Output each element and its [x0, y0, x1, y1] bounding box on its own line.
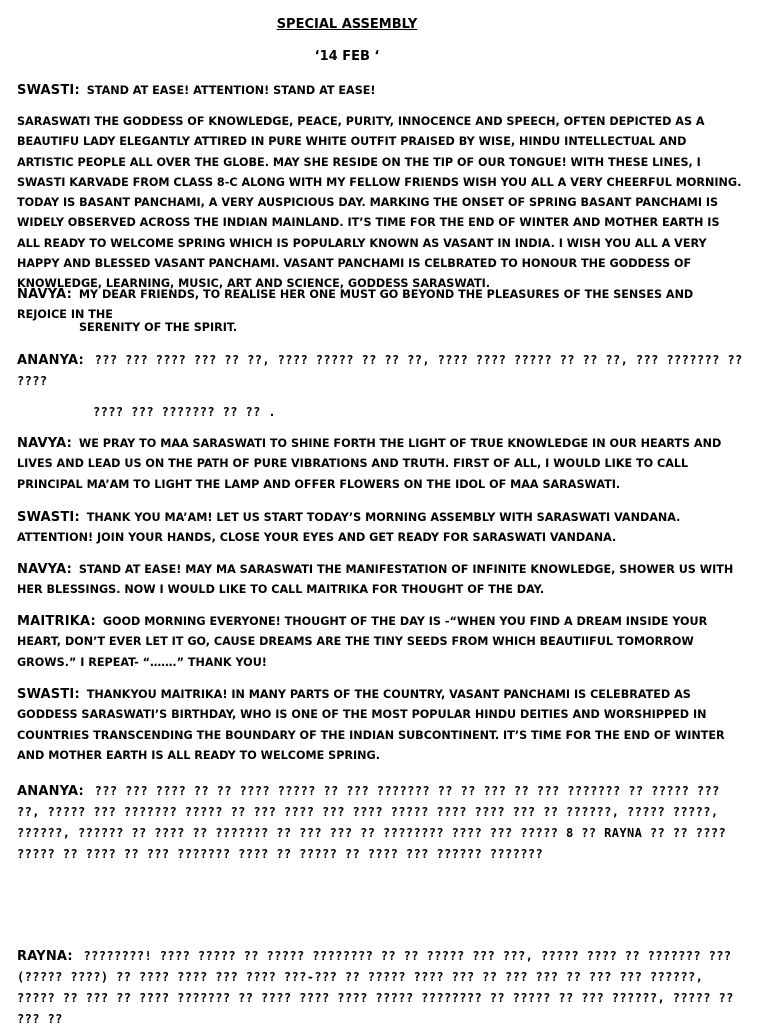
speaker-label: SWASTI:: [17, 687, 80, 702]
speaker-label: RAYNA:: [17, 949, 73, 964]
speaker-label: ANANYA:: [17, 353, 84, 368]
paragraph-intro: [17, 112, 745, 295]
paragraph-ananya-1-cont: [17, 402, 768, 423]
paragraph-text: MY DEAR FRIENDS, TO REALISE HER ONE MUST GO BEYOND THE PLEASURES OF THE SENSES AND REJOICE IN THE: [17, 288, 694, 322]
paragraph-ananya-1: [17, 350, 745, 393]
paragraph-swasti-2: [17, 508, 745, 549]
paragraph-rayna: [17, 946, 745, 1024]
paragraph-text: THANKYOU MAITRIKA! IN MANY PARTS OF THE COUNTRY, VASANT PANCHAMI IS CELEBRATED AS GODDESS SARASWATI’S BIRTHDAY, WHO IS ONE OF THE MOST POPULAR HINDU DEITIES AND WORSHIPPED IN COUNTRIES TRANSCENDING THE BOUNDARY OF THE INDIAN SUBCONTINENT. IT’S TIME FOR THE END OF WINTER AND MOTHER EARTH IS ALL READY TO WELCOME SPRING.: [17, 688, 725, 762]
paragraph-text: THANK YOU MA’AM! LET US START TODAY’S MORNING ASSEMBLY WITH SARASWATI VANDANA. ATTENTION! JOIN YOUR HANDS, CLOSE YOUR EYES AND GET READY FOR SARASWATI VANDANA.: [17, 511, 681, 545]
paragraph-swasti-3: [17, 685, 745, 766]
document-title: SPECIAL ASSEMBLY: [276, 17, 418, 32]
paragraph-ananya-2: [17, 781, 745, 865]
speaker-label: SWASTI:: [17, 510, 80, 525]
speaker-label: ANANYA:: [17, 784, 84, 799]
paragraph-text: ???? ??? ??????? ?? ?? .: [93, 405, 276, 419]
speaker-label: SWASTI:: [17, 83, 80, 98]
paragraph-text: STAND AT EASE! ATTENTION! STAND AT EASE!: [82, 84, 376, 97]
paragraph-navya-1-cont: [17, 318, 768, 338]
paragraph-text: GOOD MORNING EVERYONE! THOUGHT OF THE DAY IS -“WHEN YOU FIND A DREAM INSIDE YOUR HEART, DON’T EVER LET IT GO, CAUSE DREAMS ARE THE TINY SEEDS FROM WHICH BEAUTIIFUL TOMORROW GROWS.” I REPEAT- “…….” THANK YOU!: [17, 615, 708, 669]
paragraph-maitrika: [17, 612, 745, 673]
paragraph-navya-2: [17, 434, 745, 495]
document-date: ‘14 FEB ‘: [314, 49, 380, 64]
speaker-label: NAVYA:: [17, 287, 72, 302]
paragraph-text: ??? ??? ???? ?? ?? ???? ????? ?? ??? ??????? ?? ?? ??? ?? ??? ??????? ?? ????? ??? ??, ????? ??? ??????? ????? ?? ??? ???? ??? ???? ????? ???? ???? ??? ?? ??????, ????? ?????, ??????, ?????? ?? ???? ?? ??????? ?? ??? ??? ?? ???????? ???? ??? ????? 8 ?? RAYNA ?? ?? ???? ????? ?? ???? ?? ??? ??????? ???? ?? ????? ?? ???? ??? ?????? ???????: [17, 784, 727, 861]
speaker-label: MAITRIKA:: [17, 614, 96, 629]
paragraph-text: WE PRAY TO MAA SARASWATI TO SHINE FORTH THE LIGHT OF TRUE KNOWLEDGE IN OUR HEARTS AND LIVES AND LEAD US ON THE PATH OF PURE VIBRATIONS AND TRUTH. FIRST OF ALL, I WOULD LIKE TO CALL PRINCIPAL MA’AM TO LIGHT THE LAMP AND OFFER FLOWERS ON THE IDOL OF MAA SARASWATI.: [17, 437, 722, 491]
paragraph-text: STAND AT EASE! MAY MA SARASWATI THE MANIFESTATION OF INFINITE KNOWLEDGE, SHOWER US WITH HER BLESSINGS. NOW I WOULD LIKE TO CALL MAITRIKA FOR THOUGHT OF THE DAY.: [17, 563, 734, 597]
paragraph-text: SARASWATI THE GODDESS OF KNOWLEDGE, PEACE, PURITY, INNOCENCE AND SPEECH, OFTEN DEPICTED AS A BEAUTIFU LADY ELEGANTLY ATTIRED IN PURE WHITE OUTFIT PRAISED BY WISE, HINDU INTELLECTUAL AND ARTISTIC PEOPLE ALL OVER THE GLOBE. MAY SHE RESIDE ON THE TIP OF OUR TONGUE! WITH THESE LINES, I SWASTI KARVADE FROM CLASS 8-C ALONG WITH MY FELLOW FRIENDS WISH YOU ALL A VERY CHEERFUL MORNING. TODAY IS BASANT PANCHAMI, A VERY AUSPICIOUS DAY. MARKING THE ONSET OF SPRING BASANT PANCHAMI IS WIDELY OBSERVED ACROSS THE INDIAN MAINLAND. IT’S TIME FOR THE END OF WINTER AND MOTHER EARTH IS ALL READY TO WELCOME SPRING WHICH IS POPULARLY KNOWN AS VASANT IN INDIA. I WISH YOU ALL A VERY HAPPY AND BLESSED VASANT PANCHAMI. VASANT PANCHAMI IS CELBRATED TO HONOUR THE GODDESS OF KNOWLEDGE, LEARNING, MUSIC, ART AND SCIENCE, GODDESS SARASWATI.: [17, 115, 742, 291]
paragraph-text: ????????! ???? ????? ?? ????? ???????? ?? ?? ????? ??? ???, ????? ???? ?? ??????? ??? (????? ????) ?? ???? ???? ??? ???? ???-??? ?? ????? ???? ??? ?? ??? ??? ?? ??? ??? ??????, ????? ?? ??? ?? ???? ??????? ?? ???? ???? ???? ????? ???????? ?? ????? ?? ??? ??????, ????? ?? ??? ??: [17, 949, 734, 1024]
paragraph-text: SERENITY OF THE SPIRIT.: [79, 321, 238, 334]
paragraph-swasti-1: [17, 81, 745, 101]
paragraph-text: ??? ??? ???? ??? ?? ??, ???? ????? ?? ?? ??, ???? ???? ????? ?? ?? ??, ??? ??????? ?? ????: [17, 353, 743, 389]
speaker-label: NAVYA:: [17, 436, 72, 451]
paragraph-navya-3: [17, 560, 745, 601]
speaker-label: NAVYA:: [17, 562, 72, 577]
